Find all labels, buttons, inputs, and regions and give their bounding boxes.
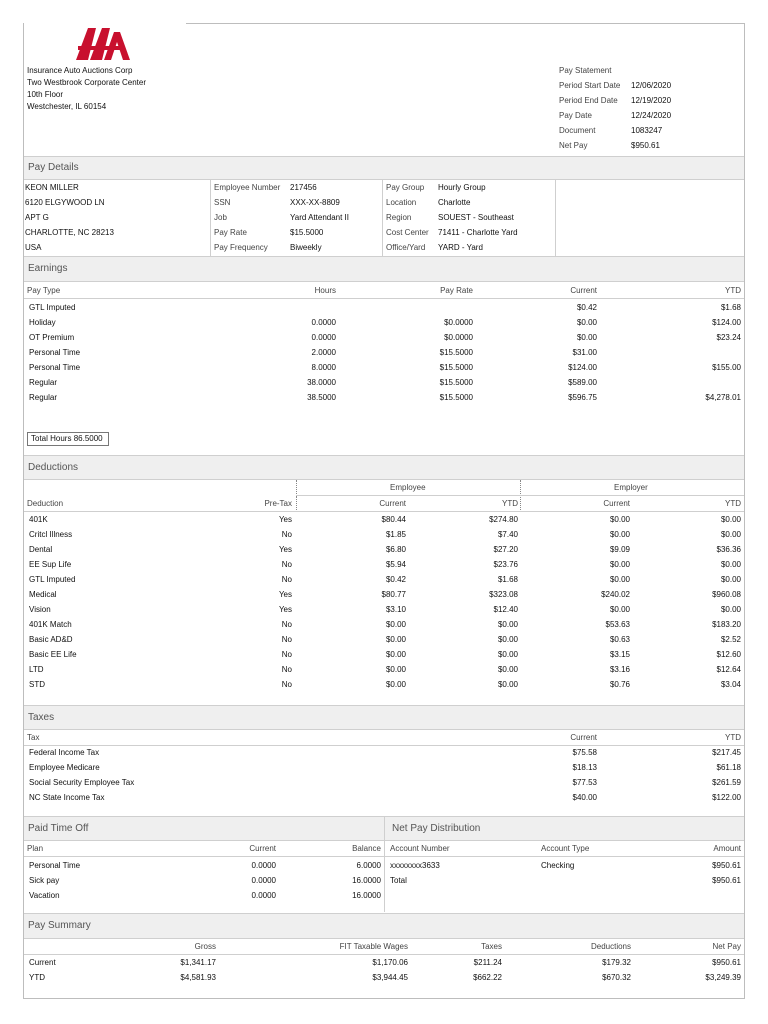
rule: [24, 511, 744, 512]
detail-value: XXX-XX-8809: [290, 198, 340, 207]
deduction-ee-ytd: $12.40: [493, 605, 518, 614]
detail-label: Job: [214, 213, 227, 222]
total-hours-label: Total Hours: [31, 434, 72, 443]
npd-header-amount: Amount: [713, 844, 741, 853]
detail-value: YARD - Yard: [438, 243, 483, 252]
deduction-ee-ytd: $1.68: [497, 575, 518, 584]
deduction-ee-current: $1.85: [385, 530, 406, 539]
deduction-ee-current: $3.10: [385, 605, 406, 614]
summary-taxes: $211.24: [473, 958, 502, 967]
deduction-er-ytd: $0.00: [720, 530, 741, 539]
deduction-name: Vision: [29, 605, 51, 614]
deduction-er-ytd: $3.04: [720, 680, 741, 689]
deduction-er-current: $3.16: [609, 665, 630, 674]
detail-label: Cost Center: [386, 228, 429, 237]
deduction-er-ytd: $0.00: [720, 560, 741, 569]
earning-rate: $15.5000: [439, 393, 473, 402]
deduction-er-current: $0.76: [609, 680, 630, 689]
divider: [382, 180, 383, 256]
detail-value: 217456: [290, 183, 317, 192]
earning-hours: 8.0000: [311, 363, 336, 372]
earning-type: Regular: [29, 378, 58, 387]
detail-label: SSN: [214, 198, 231, 207]
ded-group-employer: Employer: [614, 483, 648, 492]
earning-hours: 38.0000: [307, 378, 336, 387]
deduction-name: GTL Imputed: [29, 575, 76, 584]
deduction-name: Dental: [29, 545, 53, 554]
deduction-er-ytd: $0.00: [720, 605, 741, 614]
earning-ytd: $155.00: [712, 363, 741, 372]
npd-amount: $950.61: [712, 876, 741, 885]
ded-header-name: Deduction: [27, 499, 64, 508]
total-hours-box: [27, 432, 109, 446]
earning-rate: $0.0000: [444, 318, 473, 327]
deduction-name: EE Sup Life: [29, 560, 72, 569]
deduction-name: LTD: [29, 665, 44, 674]
earning-current: $0.42: [576, 303, 597, 312]
deduction-ee-ytd: $0.00: [497, 620, 518, 629]
statement-label: Net Pay: [559, 141, 588, 150]
statement-value: 12/24/2020: [631, 111, 672, 120]
deduction-ee-current: $0.00: [385, 635, 406, 644]
deduction-pretax: No: [281, 665, 292, 674]
earning-current: $124.00: [568, 363, 597, 372]
statement-label: Pay Date: [559, 111, 592, 120]
total-hours-value: 86.5000: [73, 434, 103, 443]
rule: [24, 298, 744, 299]
statement-value: 12/19/2020: [631, 96, 672, 105]
deduction-pretax: Yes: [278, 545, 292, 554]
sum-header-fit: FIT Taxable Wages: [339, 942, 408, 951]
detail-label: Office/Yard: [386, 243, 426, 252]
deduction-er-current: $0.00: [609, 560, 630, 569]
detail-value: Biweekly: [290, 243, 322, 252]
deduction-pretax: No: [281, 635, 292, 644]
deduction-er-current: $0.00: [609, 515, 630, 524]
deduction-pretax: Yes: [278, 605, 292, 614]
detail-label: Location: [386, 198, 417, 207]
section-deductions: Deductions: [24, 455, 744, 480]
deduction-ee-ytd: $0.00: [497, 635, 518, 644]
npd-type: Checking: [541, 861, 575, 870]
deduction-name: Basic AD&D: [29, 635, 73, 644]
summary-fit: $3,944.45: [372, 973, 408, 982]
earning-type: Regular: [29, 393, 58, 402]
detail-value: Hourly Group: [438, 183, 486, 192]
detail-label: Pay Group: [386, 183, 425, 192]
deduction-pretax: No: [281, 560, 292, 569]
tax-ytd: $217.45: [712, 748, 741, 757]
deduction-ee-ytd: $323.08: [489, 590, 518, 599]
tax-header-name: Tax: [27, 733, 40, 742]
deduction-er-current: $0.63: [609, 635, 630, 644]
deduction-ee-current: $80.44: [381, 515, 406, 524]
earning-hours: 0.0000: [311, 318, 336, 327]
deduction-er-ytd: $2.52: [720, 635, 741, 644]
tax-current: $40.00: [572, 793, 597, 802]
summary-row-label: Current: [29, 958, 56, 967]
earning-current: $589.00: [568, 378, 597, 387]
detail-value: SOUEST - Southeast: [438, 213, 514, 222]
pto-current: 0.0000: [251, 891, 276, 900]
deduction-er-ytd: $183.20: [712, 620, 741, 629]
pto-header-current: Current: [249, 844, 276, 853]
earning-rate: $0.0000: [444, 333, 473, 342]
earning-type: Personal Time: [29, 363, 81, 372]
pto-balance: 6.0000: [356, 861, 381, 870]
pto-plan: Personal Time: [29, 861, 81, 870]
deduction-ee-current: $5.94: [385, 560, 406, 569]
pto-current: 0.0000: [251, 861, 276, 870]
ded-header-ee-current: Current: [379, 499, 406, 508]
summary-fit: $1,170.06: [372, 958, 408, 967]
statement-value: 1083247: [631, 126, 663, 135]
deduction-pretax: No: [281, 575, 292, 584]
ded-header-er-current: Current: [603, 499, 630, 508]
rule: [24, 954, 744, 955]
company-address-3: Westchester, IL 60154: [27, 102, 107, 111]
divider: [555, 180, 556, 256]
deduction-er-current: $9.09: [609, 545, 630, 554]
summary-deductions: $179.32: [602, 958, 631, 967]
tax-ytd: $261.59: [712, 778, 741, 787]
deduction-er-current: $240.02: [601, 590, 630, 599]
pto-header-plan: Plan: [27, 844, 44, 853]
npd-account: xxxxxxxx3633: [390, 861, 440, 870]
tax-ytd: $122.00: [712, 793, 741, 802]
divider: [210, 180, 211, 256]
deduction-ee-ytd: $0.00: [497, 650, 518, 659]
earn-header-type: Pay Type: [27, 286, 61, 295]
deduction-er-ytd: $12.60: [716, 650, 741, 659]
deduction-er-ytd: $0.00: [720, 575, 741, 584]
statement-value: $950.61: [631, 141, 660, 150]
earning-type: GTL Imputed: [29, 303, 76, 312]
deduction-name: Basic EE Life: [29, 650, 77, 659]
tax-name: NC State Income Tax: [29, 793, 105, 802]
tax-header-current: Current: [570, 733, 597, 742]
summary-net: $3,249.39: [705, 973, 741, 982]
sum-header-gross: Gross: [194, 942, 216, 951]
deduction-pretax: No: [281, 530, 292, 539]
earning-current: $596.75: [568, 393, 597, 402]
earning-type: Holiday: [29, 318, 56, 327]
earning-ytd: $124.00: [712, 318, 741, 327]
divider: [520, 480, 521, 512]
earning-ytd: $4,278.01: [705, 393, 741, 402]
deduction-ee-ytd: $27.20: [493, 545, 518, 554]
detail-value: 71411 - Charlotte Yard: [438, 228, 518, 237]
section-earnings: Earnings: [24, 256, 744, 282]
deduction-pretax: No: [281, 680, 292, 689]
detail-value: $15.5000: [290, 228, 324, 237]
employee-address-line: 6120 ELGYWOOD LN: [25, 198, 105, 207]
summary-gross: $1,341.17: [180, 958, 216, 967]
divider: [296, 480, 297, 496]
deduction-ee-ytd: $0.00: [497, 665, 518, 674]
deduction-er-current: $3.15: [609, 650, 630, 659]
net-pay-dist-title: Net Pay Distribution: [392, 823, 481, 834]
summary-net: $950.61: [712, 958, 741, 967]
tax-current: $77.53: [572, 778, 597, 787]
iaa-logo: [74, 26, 132, 62]
earning-rate: $15.5000: [439, 348, 473, 357]
deduction-er-current: $0.00: [609, 530, 630, 539]
deduction-er-current: $53.63: [605, 620, 630, 629]
detail-label: Pay Frequency: [214, 243, 268, 252]
deduction-ee-current: $80.77: [381, 590, 406, 599]
statement-value: 12/06/2020: [631, 81, 672, 90]
statement-title: Pay Statement: [559, 66, 612, 75]
statement-label: Period End Date: [559, 96, 618, 105]
pto-plan: Sick pay: [29, 876, 60, 885]
earning-hours: 38.5000: [307, 393, 336, 402]
earning-type: Personal Time: [29, 348, 81, 357]
tax-name: Employee Medicare: [29, 763, 100, 772]
summary-row-label: YTD: [29, 973, 45, 982]
deduction-ee-ytd: $7.40: [497, 530, 518, 539]
pto-plan: Vacation: [29, 891, 60, 900]
rule: [24, 856, 744, 857]
ded-header-ee-ytd: YTD: [502, 499, 518, 508]
tax-name: Social Security Employee Tax: [29, 778, 135, 787]
sum-header-net: Net Pay: [712, 942, 741, 951]
deduction-er-current: $0.00: [609, 605, 630, 614]
deduction-name: Medical: [29, 590, 57, 599]
pto-title: Paid Time Off: [28, 823, 89, 834]
deduction-ee-ytd: $274.80: [489, 515, 518, 524]
detail-value: Yard Attendant II: [290, 213, 350, 222]
tax-name: Federal Income Tax: [29, 748, 100, 757]
divider: [384, 816, 385, 912]
earning-ytd: $1.68: [720, 303, 741, 312]
earn-header-rate: Pay Rate: [440, 286, 473, 295]
sum-header-taxes: Taxes: [481, 942, 502, 951]
pto-balance: 16.0000: [352, 876, 381, 885]
rule: [296, 495, 744, 496]
pto-balance: 16.0000: [352, 891, 381, 900]
deduction-er-ytd: $960.08: [712, 590, 741, 599]
earning-current: $0.00: [576, 333, 597, 342]
deduction-ee-current: $0.00: [385, 665, 406, 674]
deduction-name: 401K Match: [29, 620, 72, 629]
ded-header-pretax: Pre-Tax: [264, 499, 292, 508]
detail-value: Charlotte: [438, 198, 471, 207]
detail-label: Employee Number: [214, 183, 281, 192]
earning-rate: $15.5000: [439, 378, 473, 387]
summary-deductions: $670.32: [602, 973, 631, 982]
employee-address-line: USA: [25, 243, 42, 252]
ded-group-employee: Employee: [390, 483, 426, 492]
earning-current: $0.00: [576, 318, 597, 327]
deduction-ee-current: $0.00: [385, 680, 406, 689]
earning-rate: $15.5000: [439, 363, 473, 372]
tax-current: $18.13: [572, 763, 597, 772]
top-rule: [186, 23, 745, 24]
earning-ytd: $23.24: [716, 333, 741, 342]
sum-header-deductions: Deductions: [590, 942, 631, 951]
tax-ytd: $61.18: [716, 763, 741, 772]
tax-header-ytd: YTD: [725, 733, 741, 742]
npd-amount: $950.61: [712, 861, 741, 870]
earning-hours: 2.0000: [311, 348, 336, 357]
deduction-pretax: No: [281, 650, 292, 659]
summary-gross: $4,581.93: [180, 973, 216, 982]
deduction-pretax: Yes: [278, 515, 292, 524]
earning-hours: 0.0000: [311, 333, 336, 342]
deduction-ee-current: $0.00: [385, 650, 406, 659]
earning-current: $31.00: [572, 348, 597, 357]
deduction-name: STD: [29, 680, 45, 689]
deduction-ee-current: $0.42: [385, 575, 406, 584]
summary-taxes: $662.22: [473, 973, 502, 982]
earn-header-hours: Hours: [314, 286, 336, 295]
deduction-pretax: Yes: [278, 590, 292, 599]
earn-header-ytd: YTD: [725, 286, 741, 295]
pto-current: 0.0000: [251, 876, 276, 885]
deduction-ee-ytd: $23.76: [493, 560, 518, 569]
deduction-er-ytd: $36.36: [716, 545, 741, 554]
earning-type: OT Premium: [29, 333, 75, 342]
rule: [24, 745, 744, 746]
statement-label: Period Start Date: [559, 81, 621, 90]
pto-header-balance: Balance: [352, 844, 381, 853]
deduction-name: Critcl Illness: [29, 530, 73, 539]
company-address-1: Two Westbrook Corporate Center: [27, 78, 147, 87]
deduction-er-current: $0.00: [609, 575, 630, 584]
section-pay-details: Pay Details: [24, 156, 744, 180]
section-pay-summary: Pay Summary: [24, 913, 744, 939]
detail-label: Region: [386, 213, 412, 222]
employee-address-line: CHARLOTTE, NC 28213: [25, 228, 114, 237]
npd-header-account: Account Number: [390, 844, 450, 853]
section-taxes: Taxes: [24, 705, 744, 730]
deduction-name: 401K: [29, 515, 48, 524]
statement-label: Document: [559, 126, 596, 135]
deduction-ee-ytd: $0.00: [497, 680, 518, 689]
npd-account: Total: [390, 876, 407, 885]
tax-current: $75.58: [572, 748, 597, 757]
deduction-ee-current: $6.80: [385, 545, 406, 554]
employee-address-line: KEON MILLER: [25, 183, 79, 192]
detail-label: Pay Rate: [214, 228, 247, 237]
company-address-2: 10th Floor: [27, 90, 64, 99]
deduction-pretax: No: [281, 620, 292, 629]
ded-header-er-ytd: YTD: [725, 499, 741, 508]
company-name: Insurance Auto Auctions Corp: [27, 66, 133, 75]
npd-header-type: Account Type: [541, 844, 590, 853]
divider: [296, 496, 297, 512]
earn-header-current: Current: [570, 286, 597, 295]
deduction-er-ytd: $0.00: [720, 515, 741, 524]
deduction-er-ytd: $12.64: [716, 665, 741, 674]
deduction-ee-current: $0.00: [385, 620, 406, 629]
employee-address-line: APT G: [25, 213, 49, 222]
